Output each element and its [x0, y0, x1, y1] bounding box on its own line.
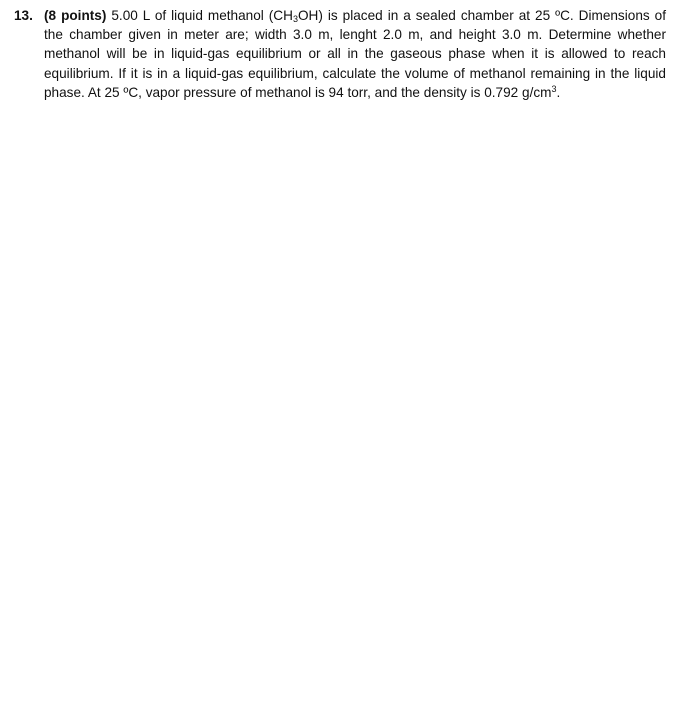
question-points: (8 points)	[44, 8, 107, 23]
question-13	[14, 6, 666, 102]
question-text-part1: 5.00 L of liquid methanol (CH	[106, 8, 293, 23]
question-body	[44, 6, 666, 102]
question-number: 13.	[14, 8, 33, 23]
formula-subscript: 3	[292, 14, 298, 24]
unit-superscript: 3	[551, 83, 557, 94]
question-text-end: .	[556, 84, 561, 100]
question-text-part2: OH) is placed in a sealed chamber at 25 ºC. Dimensions of the chamber given in meter are; width 3.0 m, lenght 2.0 m, and height 3.0 m. Determine whether methanol will be in liquid-gas equilibrium or all in the gaseous phase when it is allowed to reach equilibrium. If it is in a liquid-gas equilibrium, calculate the volume of methanol remaining in the liquid phase. At 25 ºC, vapor pressure of methanol is 94 torr, and the density is 0.792 g/cm	[44, 8, 666, 100]
